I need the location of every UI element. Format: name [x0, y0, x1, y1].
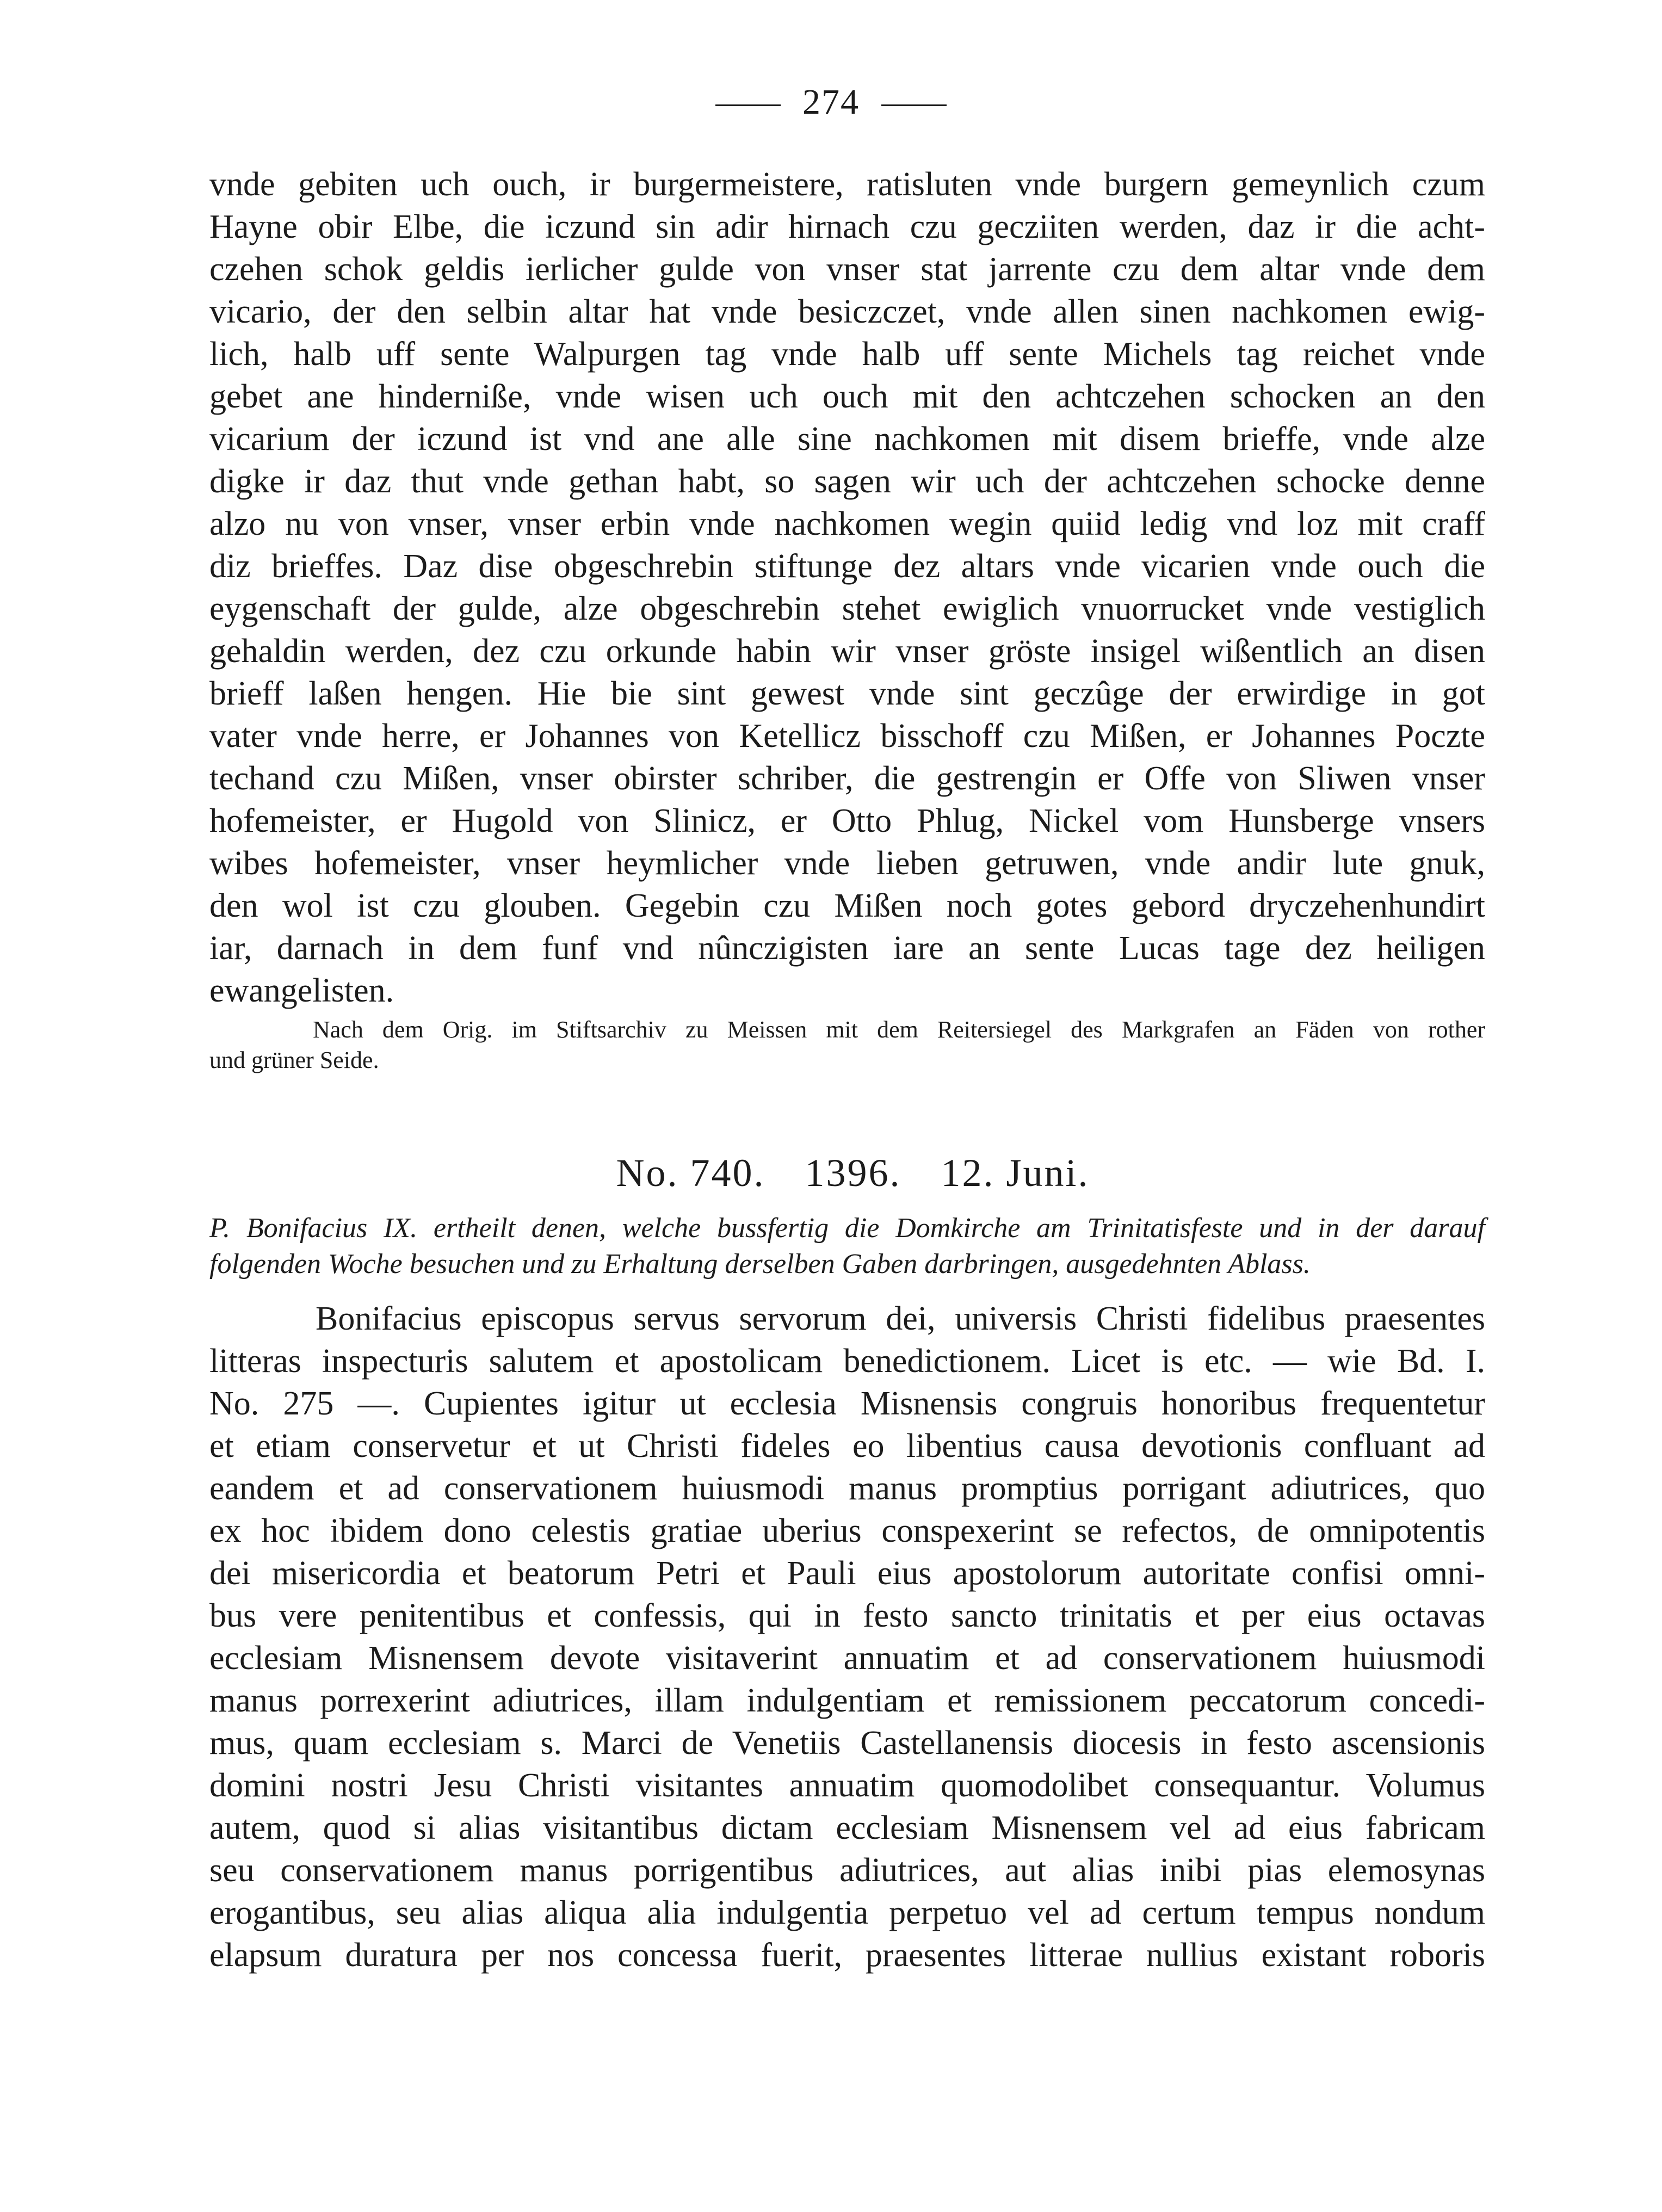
letter-continuation-text	[209, 163, 1485, 1012]
text-line: ecclesiam Misnensem devote visitaverint annuatim et ad conservationem huiusmodi	[209, 1640, 1485, 1677]
text-line: gehaldin werden, dez czu orkunde habin wir vnser gröste insigel wißentlich an disen	[209, 633, 1485, 670]
text-line: vater vnde herre, er Johannes von Ketellicz bisschoff czu Mißen, er Johannes Poczte	[209, 718, 1485, 755]
text-line: lich, halb uff sente Walpurgen tag vnde halb uff sente Michels tag reichet vnde	[209, 336, 1485, 373]
text-line: den wol ist czu glouben. Gegebin czu Mißen noch gotes gebord dryczehenhundirt	[209, 887, 1485, 924]
text-line: autem, quod si alias visitantibus dictam ecclesiam Misnensem vel ad eius fabricam	[209, 1809, 1485, 1846]
text-line: Hayne obir Elbe, die iczund sin adir hirnach czu gecziiten werden, daz ir die acht-	[209, 208, 1485, 245]
text-line: ex hoc ibidem dono celestis gratiae uberius conspexerint se refectos, de omnipotentis	[209, 1512, 1485, 1549]
text-line: vicarium der iczund ist vnd ane alle sine nachkomen mit disem brieffe, vnde alze	[209, 421, 1485, 458]
document-year: 1396.	[805, 1151, 901, 1195]
source-note-line: Nach dem Orig. im Stiftsarchiv zu Meissen mit dem Reitersiegel des Markgrafen an Fäden von rother	[313, 1016, 1485, 1043]
text-line: vicario, der den selbin altar hat vnde besiczczet, vnde allen sinen nachkomen ewig-	[209, 293, 1485, 330]
text-line: czehen schok geldis ierlicher gulde von vnser stat jarrente czu dem altar vnde dem	[209, 251, 1485, 288]
text-line: elapsum duratura per nos concessa fuerit, praesentes litterae nullius existant roboris	[209, 1937, 1485, 1974]
text-line: seu conservationem manus porrigentibus adiutrices, aut alias inibi pias elemosynas	[209, 1852, 1485, 1889]
text-line: wibes hofemeister, vnser heymlicher vnde lieben getruwen, vnde andir lute gnuk,	[209, 845, 1485, 882]
summary-line: folgenden Woche besuchen und zu Erhaltung derselben Gaben darbringen, ausgedehnten Ablass.	[209, 1249, 1311, 1280]
text-line: dei misericordia et beatorum Petri et Pauli eius apostolorum autoritate confisi omni-	[209, 1555, 1485, 1592]
document-heading	[0, 1151, 1662, 1196]
text-line: ewangelisten.	[209, 972, 394, 1009]
text-line: litteras inspecturis salutem et apostolicam benedictionem. Licet is etc. — wie Bd. I.	[209, 1343, 1485, 1380]
text-line: techand czu Mißen, vnser obirster schriber, die gestrengin er Offe von Sliwen vnser	[209, 760, 1485, 797]
text-line: vnde gebiten uch ouch, ir burgermeistere, ratisluten vnde burgern gemeynlich czum	[209, 166, 1485, 203]
text-line: manus porrexerint adiutrices, illam indulgentiam et remissionem peccatorum concedi-	[209, 1682, 1485, 1719]
text-line: erogantibus, seu alias aliqua alia indulgentia perpetuo vel ad certum tempus nondum	[209, 1894, 1485, 1931]
page-number-left-rule	[715, 104, 781, 106]
text-line: mus, quam ecclesiam s. Marci de Venetiis Castellanensis diocesis in festo ascensionis	[209, 1725, 1485, 1762]
text-line: eandem et ad conservationem huiusmodi manus promptius porrigant adiutrices, quo	[209, 1470, 1485, 1507]
text-line: Bonifacius episcopus servus servorum dei, universis Christi fidelibus praesentes	[316, 1300, 1485, 1337]
summary-line: P. Bonifacius IX. ertheilt denen, welche bussfertig die Domkirche am Trinitatisfeste und in der darauf	[209, 1213, 1485, 1244]
document-summary	[209, 1210, 1485, 1282]
text-line: brieff laßen hengen. Hie bie sint gewest vnde sint geczûge der erwirdige in got	[209, 675, 1485, 712]
text-line: bus vere penitentibus et confessis, qui in festo sancto trinitatis et per eius octavas	[209, 1597, 1485, 1634]
text-line: iar, darnach in dem funf vnd nûnczigisten iare an sente Lucas tage dez heiligen	[209, 930, 1485, 967]
text-line: alzo nu von vnser, vnser erbin vnde nachkomen wegin quiid ledig vnd loz mit craff	[209, 505, 1485, 542]
page-number-right-rule	[881, 104, 947, 106]
text-line: et etiam conservetur et ut Christi fideles eo libentius causa devotionis confluant ad	[209, 1428, 1485, 1465]
page-number-value: 274	[802, 82, 860, 122]
text-line: No. 275 —. Cupientes igitur ut ecclesia Misnensis congruis honoribus frequentetur	[209, 1385, 1485, 1422]
text-line: digke ir daz thut vnde gethan habt, so sagen wir uch der achtczehen schocke denne	[209, 463, 1485, 500]
text-line: gebet ane hinderniße, vnde wisen uch ouch mit den achtczehen schocken an den	[209, 378, 1485, 415]
text-line: diz brieffes. Daz dise obgeschrebin stiftunge dez altars vnde vicarien vnde ouch die	[209, 548, 1485, 585]
document-number: No. 740.	[616, 1151, 765, 1195]
papal-letter-text	[209, 1297, 1485, 1976]
page-number	[0, 82, 1662, 123]
text-line: domini nostri Jesu Christi visitantes annuatim quomodolibet consequantur. Volumus	[209, 1767, 1485, 1804]
source-note-line: und grüner Seide.	[209, 1047, 379, 1073]
document-date: 12. Juni.	[941, 1151, 1090, 1195]
source-note	[209, 1015, 1485, 1076]
text-line: eygenschaft der gulde, alze obgeschrebin stehet ewiglich vnuorrucket vnde vestiglich	[209, 590, 1485, 627]
text-line: hofemeister, er Hugold von Slinicz, er Otto Phlug, Nickel vom Hunsberge vnsers	[209, 802, 1485, 839]
